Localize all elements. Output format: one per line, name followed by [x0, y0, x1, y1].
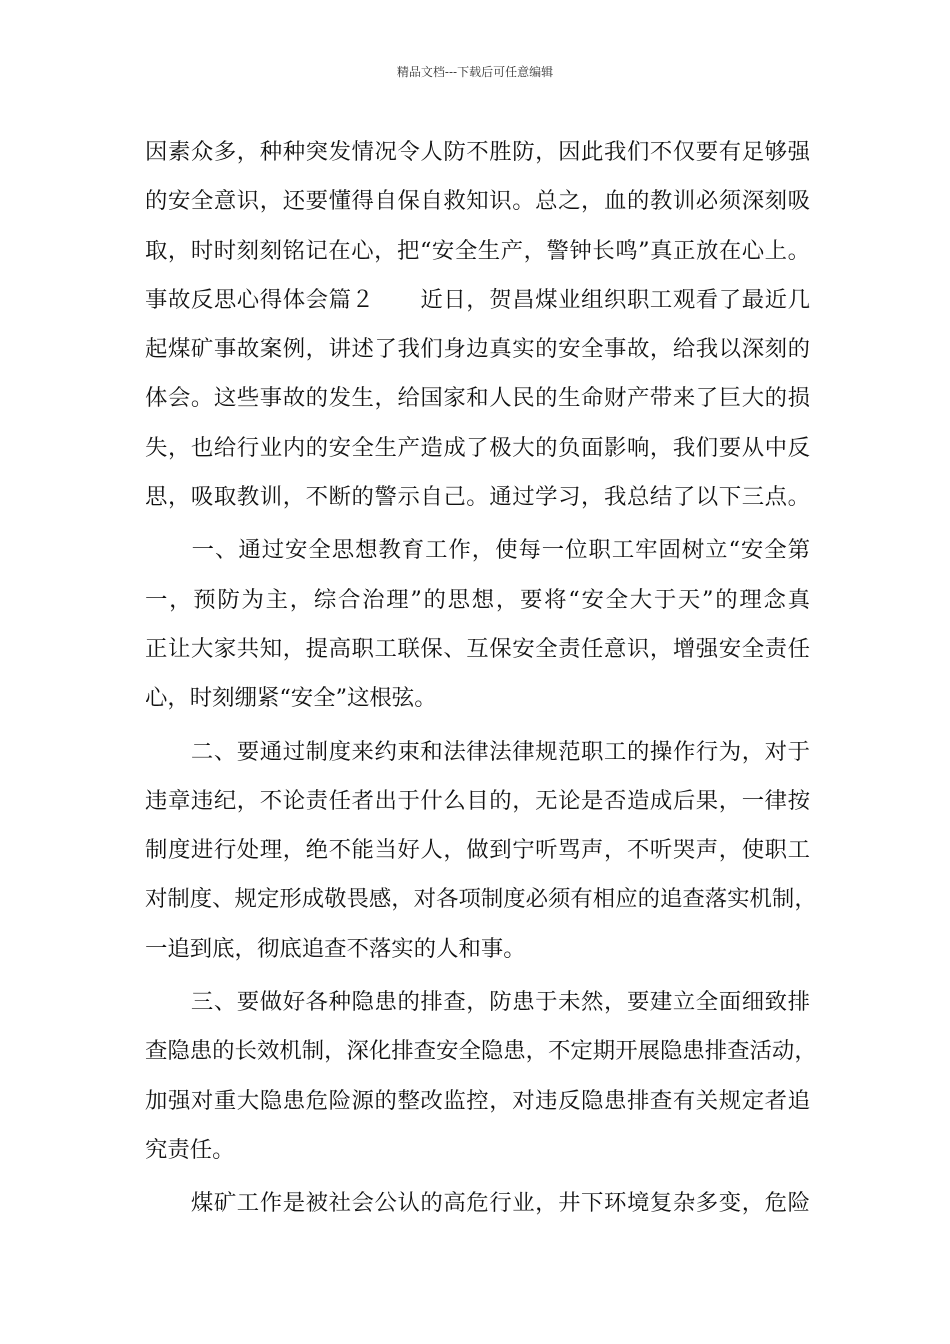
document-body [145, 128, 817, 1229]
text-line: 体会。这些事故的发生，给国家和人民的生命财产带来了巨大的损 [145, 385, 810, 412]
text-line: 究责任。 [145, 1136, 235, 1163]
text-line: 因素众多，种种突发情况令人防不胜防，因此我们不仅要有足够强 [145, 139, 810, 165]
text-line: 取，时时刻刻铭记在心，把“安全生产，警钟长鸣”真正放在心上。 [145, 237, 810, 264]
text-line: 思，吸取教训，不断的警示自己。通过学习，我总结了以下三点。 [145, 484, 810, 511]
text-line: 起煤矿事故案例，讲述了我们身边真实的安全事故，给我以深刻的 [145, 336, 810, 363]
page-header: 精品文档---下载后可任意编辑 [396, 65, 554, 79]
text-line: 三、要做好各种隐患的排查，防患于未然，要建立全面细致排 [145, 989, 810, 1016]
text-line: 一、通过安全思想教育工作，使每一位职工牢固树立“安全第 [145, 537, 810, 564]
text-line: 的安全意识，还要懂得自保自救知识。总之，血的教训必须深刻吸 [145, 188, 810, 215]
text-line: 一，预防为主，综合治理”的思想，要将“安全大于天”的理念真 [145, 586, 810, 613]
text-line: 查隐患的长效机制，深化排查安全隐患，不定期开展隐患排查活动， [145, 1038, 817, 1065]
text-line: 事故反思心得体会篇２ 近日，贺昌煤业组织职工观看了最近几 [145, 286, 810, 313]
text-line: 二、要通过制度来约束和法律法律规范职工的操作行为，对于 [145, 738, 810, 765]
text-line: 心，时刻绷紧“安全”这根弦。 [145, 685, 437, 712]
paragraph-5 [145, 1179, 810, 1228]
text-line: 违章违纪，不论责任者出于什么目的，无论是否造成后果，一律按 [145, 787, 810, 814]
paragraph-2 [145, 526, 810, 723]
text-line: 正让大家共知，提高职工联保、互保安全责任意识，增强安全责任 [145, 635, 810, 662]
text-line: 一追到底，彻底追查不落实的人和事。 [145, 935, 526, 962]
text-line: 加强对重大隐患危险源的整改监控，对违反隐患排查有关规定者追 [145, 1087, 810, 1114]
paragraph-1 [145, 128, 810, 522]
paragraph-3 [145, 728, 817, 974]
text-line: 制度进行处理，绝不能当好人，做到宁听骂声，不听哭声，使职工 [145, 837, 810, 864]
paragraph-4 [145, 978, 817, 1175]
text-line: 煤矿工作是被社会公认的高危行业，井下环境复杂多变，危险 [145, 1190, 810, 1217]
text-line: 对制度、规定形成敬畏感，对各项制度必须有相应的追查落实机制， [145, 886, 817, 913]
text-line: 失，也给行业内的安全生产造成了极大的负面影响，我们要从中反 [145, 434, 810, 461]
